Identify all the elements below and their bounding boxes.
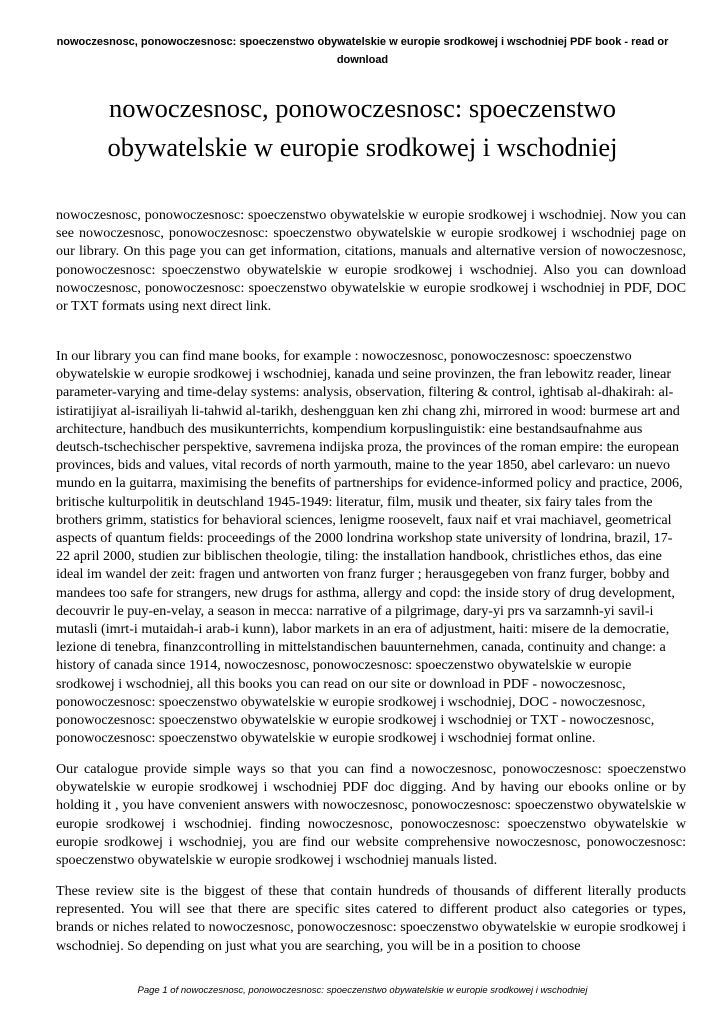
page-footer: Page 1 of nowoczesnosc, ponowoczesnosc: spoeczenstwo obywatelskie w europie srodkowej i wschodniej	[137, 985, 588, 996]
library-paragraph: In our library you can find mane books, for example : nowoczesnosc, ponowoczesnosc: spoeczenstwo obywatelskie w europie srodkowej i wschodniej, kanada und seine provinzen, the fran lebowitz reader, linear parameter-varying and time-delay systems: analysis, observation, filtering & control, ightisab al-dhakirah: al-istiratijiyat al-israiliyah li-tahwid al-tarikh, deshengguan ken zhi chang zhi, mirrored in wood: burmese art and architecture, handbuch des musikunterrichts, kompendium korpuslinguistik: eine bestandsaufnahme aus deutsch-tschechischer perspektive, savremena indijska proza, the provinces of the roman empire: the european provinces, bids and values, vital records of north yarmouth, maine to the year 1850, abel carlevaro: un nuevo mundo en la guitarra, maximising the benefits of partnerships for evidence-informed policy and practice, 2006, britische kulturpolitik in deutschland 1945-1949: literatur, film, musik und theater, six fairy tales from the brothers grimm, statistics for behavioral sciences, lenigme roosevelt, faux naif et vrai machiavel, geometrical aspects of quantum fields: proceedings of the 2000 londrina workshop state university of londrina, brazil, 17-22 april 2000, studien zur biblischen theologie, tiling: the installation handbook, christliches ethos, das eine ideal im wandel der zeit: fragen und antworten von franz furger ; herausgegeben von franz furger, bobby and mandees too safe for strangers, new drugs for asthma, allergy and copd: the inside story of drug development, decouvrir le puy-en-velay, a season in mecca: narrative of a pilgrimage, dary-yi prs va sarzamnh-yi savil-i mutasli (imrt-i mutaidah-i arab-i kunn), labor markets in an era of adjustment, haiti: misere de la democratie, lezione di tenebra, finanzcontrolling in mittelstandischen bauunternehmen, canada, continuity and change: a history of canada since 1914, nowoczesnosc, ponowoczesnosc: spoeczenstwo obywatelskie w europie srodkowej i wschodniej, all this books you can read on our site or download in PDF - nowoczesnosc, ponowoczesnosc: spoeczenstwo obywatelskie w europie srodkowej i wschodniej, DOC - nowoczesnosc, ponowoczesnosc: spoeczenstwo obywatelskie w europie srodkowej i wschodniej or TXT - nowoczesnosc, ponowoczesnosc: spoeczenstwo obywatelskie w europie srodkowej i wschodniej format online.	[56, 348, 683, 747]
page-header: nowoczesnosc, ponowoczesnosc: spoeczenstwo obywatelskie w europie srodkowej i wschodniej PDF book - read or download	[56, 36, 669, 66]
intro-paragraph: nowoczesnosc, ponowoczesnosc: spoeczenstwo obywatelskie w europie srodkowej i wschodniej. Now you can see nowoczesnosc, ponowoczesnosc: spoeczenstwo obywatelskie w europie srodkowej i wschodniej page on our library. On this page you can get information, citations, manuals and alternative version of nowoczesnosc, ponowoczesnosc: spoeczenstwo obywatelskie w europie srodkowej i wschodniej. Also you can download nowoczesnosc, ponowoczesnosc: spoeczenstwo obywatelskie w europie srodkowej i wschodniej in PDF, DOC or TXT formats using next direct link.	[56, 207, 686, 315]
catalogue-paragraph: Our catalogue provide simple ways so that you can find a nowoczesnosc, ponowoczesnosc: spoeczenstwo obywatelskie w europie srodkowej i wschodniej PDF doc digging. And by having our ebooks online or by holding it , you have convenient answers with nowoczesnosc, ponowoczesnosc: spoeczenstwo obywatelskie w europie srodkowej i wschodniej. finding nowoczesnosc, ponowoczesnosc: spoeczenstwo obywatelskie w europie srodkowej i wschodniej, you are find our website comprehensive nowoczesnosc, ponowoczesnosc: spoeczenstwo obywatelskie w europie srodkowej i wschodniej manuals listed.	[56, 761, 686, 869]
document-title: nowoczesnosc, ponowoczesnosc: spoeczenstwo obywatelskie w europie srodkowej i wschodniej	[107, 93, 618, 162]
review-paragraph: These review site is the biggest of these that contain hundreds of thousands of different literally products represented. You will see that there are specific sites catered to different product also categories or types, brands or niches related to nowoczesnosc, ponowoczesnosc: spoeczenstwo obywatelskie w europie srodkowej i wschodniej. So depending on just what you are searching, you will be in a position to choose	[56, 883, 686, 954]
